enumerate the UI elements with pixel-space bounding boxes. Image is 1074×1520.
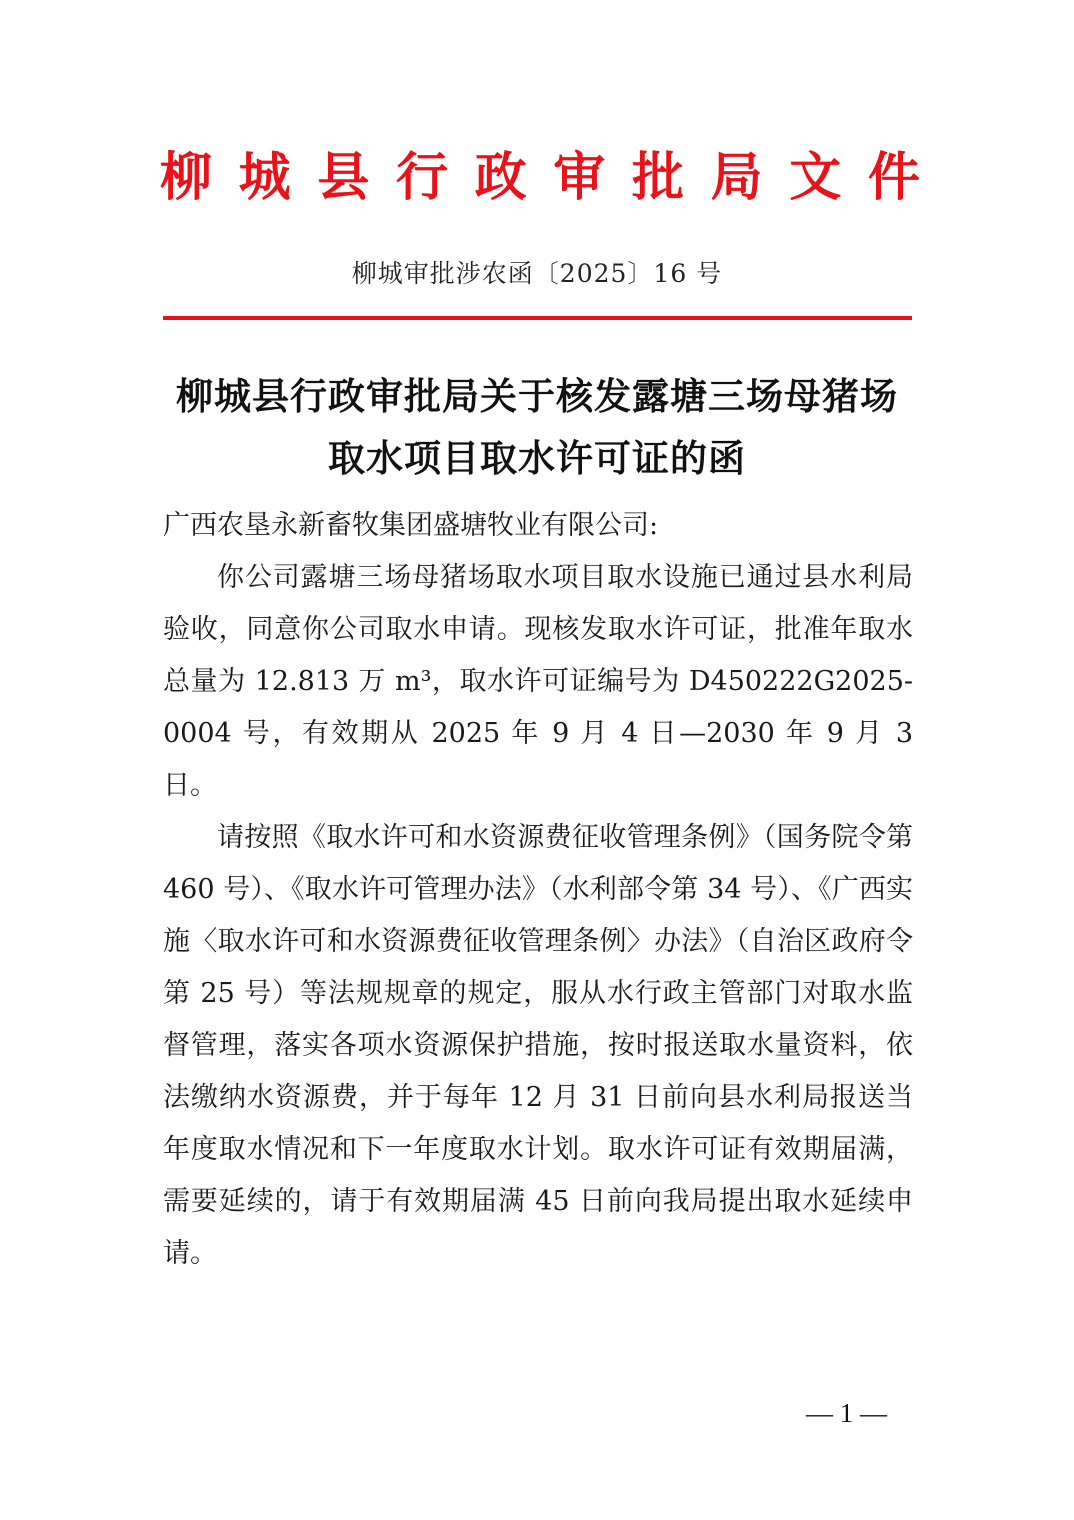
letter-title-line-1: 柳城县行政审批局关于核发露塘三场母猪场 (176, 375, 898, 418)
document-number: 柳城审批涉农函〔2025〕16 号 (351, 259, 723, 288)
header-char: 行 (395, 147, 448, 208)
letter-title-line-2: 取水项目取水许可证的函 (328, 437, 746, 480)
header-char: 批 (631, 147, 684, 208)
issuing-authority-header (160, 148, 920, 208)
body-paragraph-1: 你公司露塘三场母猪场取水项目取水设施已通过县水利局验收，同意你公司取水申请。现核发取水许可证，批准年取水总量为 12.813 万 m³，取水许可证编号为 D450222G2025-0004 号，有效期从 2025 年 9 月 4 日—2030 年 9 月 3 日。 (163, 562, 913, 801)
letter-body (163, 500, 913, 1280)
header-char: 审 (553, 147, 606, 208)
header-char: 政 (474, 147, 527, 208)
salutation: 广西农垦永新畜牧集团盛塘牧业有限公司: (163, 510, 659, 541)
page-number: — 1 — (806, 1398, 887, 1428)
header-char: 局 (710, 147, 763, 208)
header-divider (163, 316, 912, 320)
body-paragraph-2: 请按照《取水许可和水资源费征收管理条例》（国务院令第 460 号）、《取水许可管理办法》（水利部令第 34 号）、《广西实施〈取水许可和水资源费征收管理条例〉办法》（自治区政府令第 25 号）等法规规章的规定，服从水行政主管部门对取水监督管理，落实各项水资源保护措施，按时报送取水量资料，依法缴纳水资源费，并于每年 12 月 31 日前向县水利局报送当年度取水情况和下一年度取水计划。取水许可证有效期届满，需要延续的，请于有效期届满 45 日前向我局提出取水延续申请。 (163, 822, 913, 1269)
header-char: 柳 (160, 147, 213, 208)
header-char: 城 (238, 147, 291, 208)
header-char: 县 (317, 147, 370, 208)
header-char: 文 (789, 147, 842, 208)
header-char: 件 (867, 147, 920, 208)
